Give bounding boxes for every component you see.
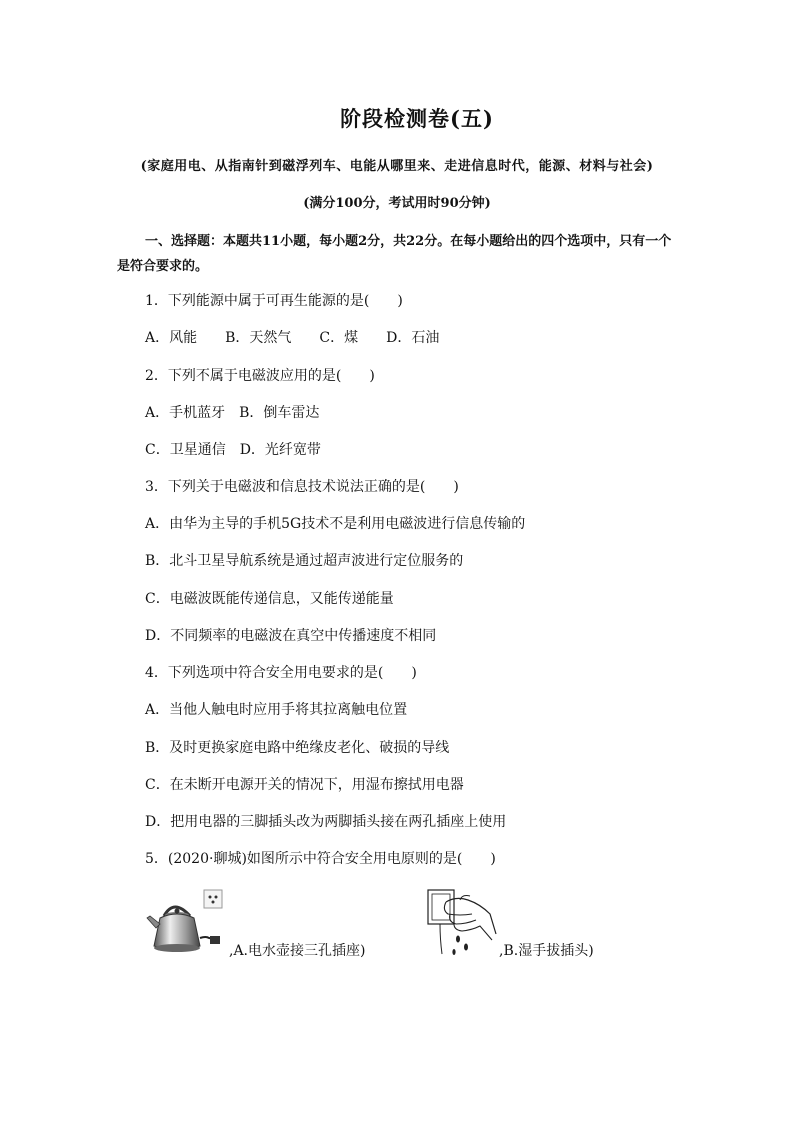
- socket-icon: [204, 890, 222, 908]
- question-4-option-a: A．当他人触电时应用手将其拉离触电位置: [145, 702, 408, 718]
- question-4-option-b: B．及时更换家庭电路中绝缘皮老化、破损的导线: [145, 740, 450, 756]
- question-2-options-cd: C．卫星通信 D．光纤宽带: [145, 442, 321, 458]
- question-2-options-ab: A．手机蓝牙 B．倒车雷达: [145, 405, 320, 421]
- question-1-stem: 1．下列能源中属于可再生能源的是( ): [145, 293, 403, 309]
- water-drop-icon: [452, 949, 455, 955]
- score-info: (满分100分，考试用时90分钟): [303, 196, 491, 211]
- section-instructions: 一、选择题：本题共11小题，每小题2分，共22分。在每小题给出的四个选项中，只有一个是符合要求的。: [117, 234, 672, 274]
- question-3-option-b: B．北斗卫星导航系统是通过超声波进行定位服务的: [145, 553, 464, 569]
- cord-line: [440, 924, 442, 954]
- question-4-stem: 4．下列选项中符合安全用电要求的是( ): [145, 665, 417, 681]
- question-5-option-b: ,B.湿手拔插头): [499, 943, 594, 959]
- question-2-stem: 2．下列不属于电磁波应用的是( ): [145, 368, 375, 384]
- question-5-stem: 5．(2020·聊城)如图所示中符合安全用电原则的是( ): [145, 851, 496, 867]
- water-drop-icon: [464, 944, 468, 951]
- question-5-option-a: ,A.电水壶接三孔插座): [229, 943, 366, 959]
- exam-title: 阶段检测卷(五): [340, 106, 494, 131]
- exam-subtitle: (家庭用电、从指南针到磁浮列车、电能从哪里来、走进信息时代，能源、材料与社会): [140, 159, 654, 174]
- question-3-option-c: C．电磁波既能传递信息，又能传递能量: [145, 591, 394, 607]
- water-drop-icon: [456, 936, 460, 943]
- question-4-option-c: C．在未断开电源开关的情况下，用湿布擦拭用电器: [145, 777, 464, 793]
- question-3-stem: 3．下列关于电磁波和信息技术说法正确的是( ): [145, 479, 459, 495]
- kettle-spout: [147, 916, 160, 928]
- question-1-options: A．风能 B．天然气 C．煤 D．石油: [145, 330, 440, 346]
- kettle-figure: [146, 888, 228, 958]
- question-3-option-a: A．由华为主导的手机5G技术不是利用电磁波进行信息传输的: [145, 516, 526, 532]
- question-4-option-d: D．把用电器的三脚插头改为两脚插头接在两孔插座上使用: [145, 814, 507, 830]
- wet-hand-plug-figure: [420, 884, 498, 962]
- question-3-option-d: D．不同频率的电磁波在真空中传播速度不相同: [145, 628, 437, 644]
